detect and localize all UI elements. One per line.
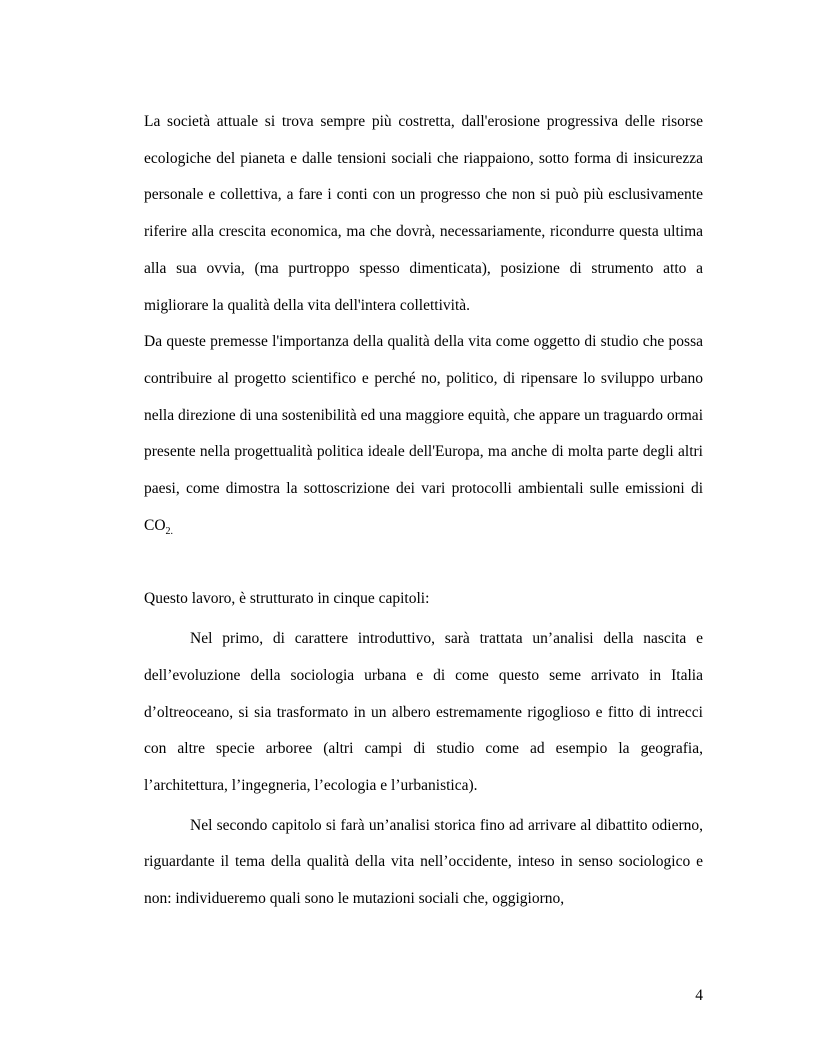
paragraph-premises (144, 324, 703, 544)
paragraph-structure: Questo lavoro, è strutturato in cinque capitoli: (144, 590, 430, 608)
co2-subscript: 2. (165, 525, 174, 537)
paragraph-chapter-two: Nel secondo capitolo si farà un’analisi storica fino ad arrivare al dibattito odierno, riguardante il tema della qualità della vita nell’occidente, inteso in senso sociologico e non: individueremo quali sono le mutazioni sociali che, oggigiorno, (144, 816, 703, 908)
body-text (144, 104, 703, 918)
paragraph-intro: La società attuale si trova sempre più costretta, dall'erosione progressiva delle risorse ecologiche del pianeta e dalle tensioni sociali che riappaiono, sotto forma di insicurezza personale e collettiva, a fare i conti con un progresso che non si può più esclusivamente riferire alla crescita economica, ma che dovrà, necessariamente, ricondurre questa ultima alla sua ovvia, (ma purtroppo spesso dimenticata), posizione di strumento atto a migliorare la qualità della vita dell'intera collettività. (144, 113, 703, 314)
paragraph-premises-text: Da queste premesse l'importanza della qualità della vita come oggetto di studio che possa contribuire al progetto scientifico e perché no, politico, di ripensare lo sviluppo urbano nella direzione di una sostenibilità ed una maggiore equità, che appare un traguardo ormai presente nella progettualità politica ideale dell'Europa, ma anche di molta parte degli altri paesi, come dimostra la sottoscrizione dei vari protocolli ambientali sulle emissioni di CO (144, 333, 703, 534)
paragraph-chapter-one: Nel primo, di carattere introduttivo, sarà trattata un’analisi della nascita e dell’evoluzione della sociologia urbana e di come questo seme arrivato in Italia d’oltreoceano, si sia trasformato in un albero estremamente rigoglioso e fitto di intrecci con altre specie arboree (altri campi di studio come ad esempio la geografia, l’architettura, l’ingegneria, l’ecologia e l’urbanistica). (144, 630, 703, 794)
paragraph-gap (144, 544, 703, 581)
page-number: 4 (695, 987, 703, 1004)
